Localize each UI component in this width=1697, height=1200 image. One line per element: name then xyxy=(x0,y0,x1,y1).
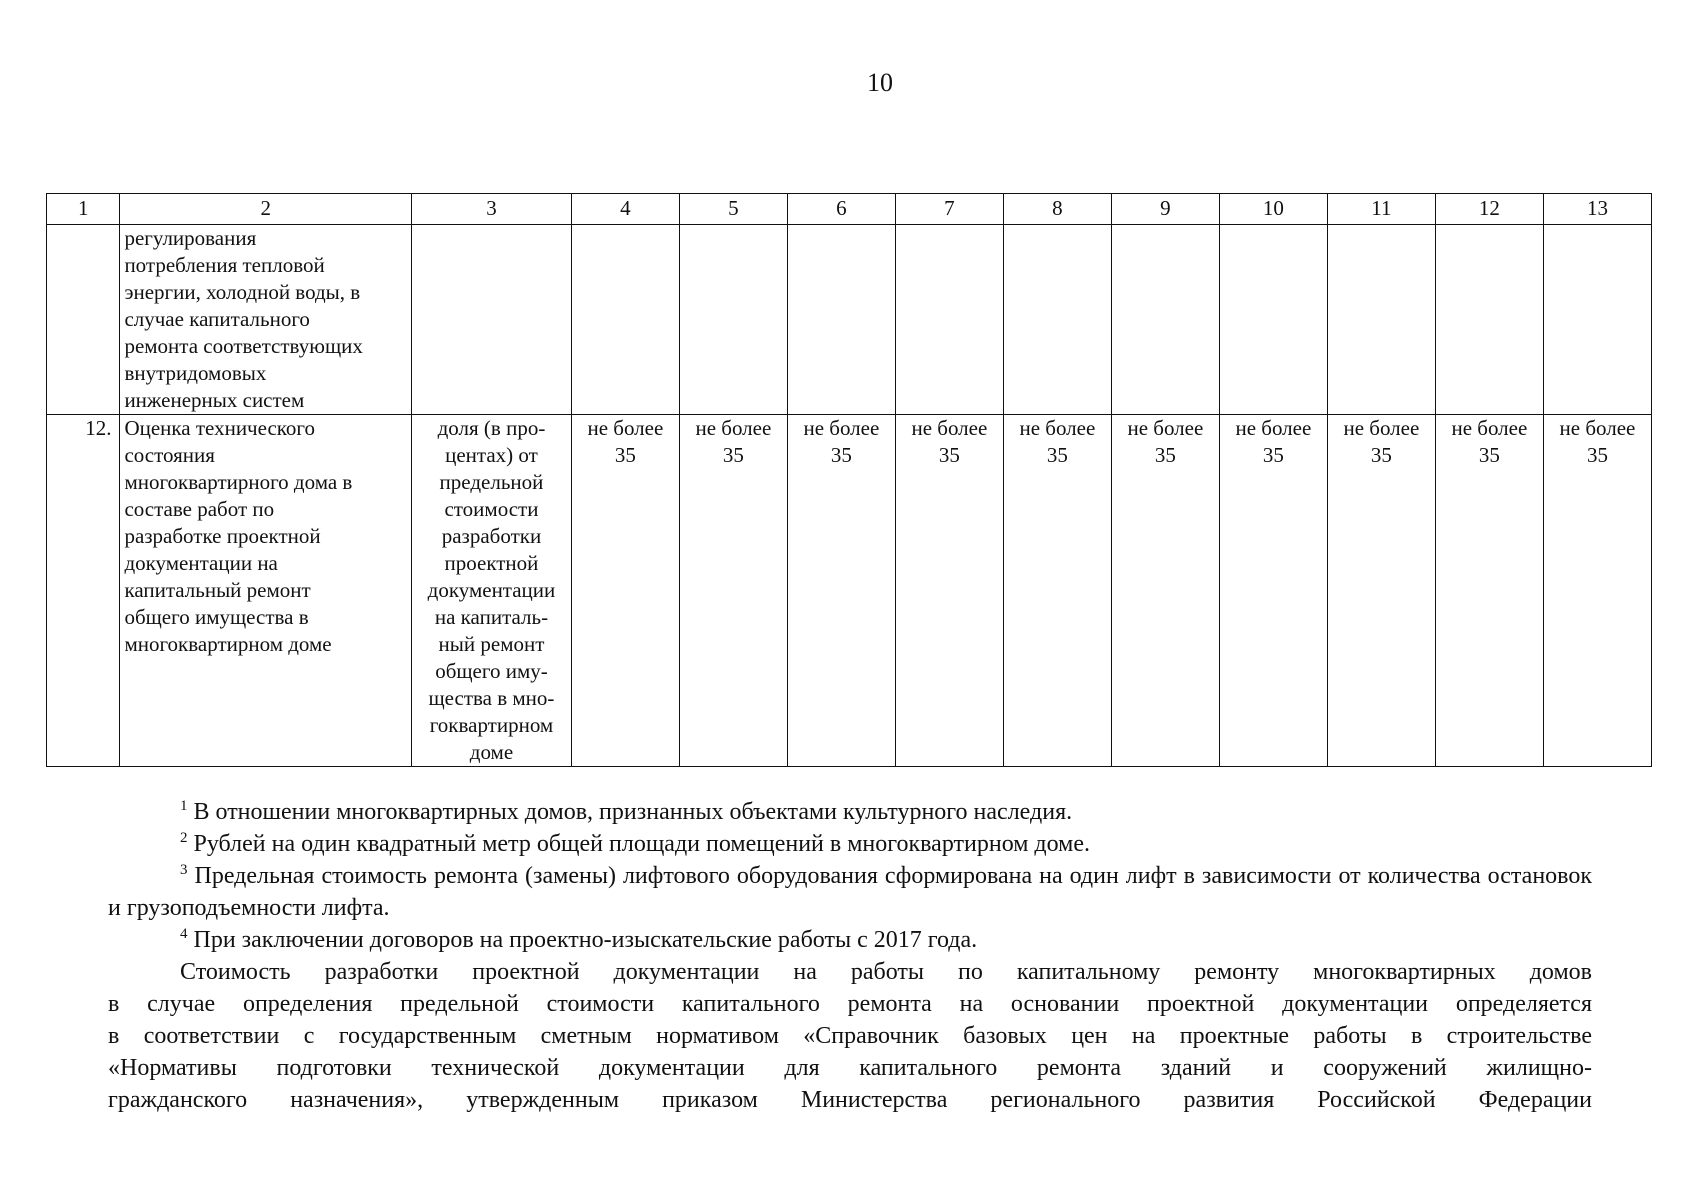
text-line: ный ремонт xyxy=(438,632,545,656)
text-line: многоквартирном доме xyxy=(124,632,332,656)
body-paragraph xyxy=(108,956,1592,1116)
footnote-text: Предельная стоимость ремонта (замены) лифтового оборудования сформирована на один лифт в зависимости от количества остановок и грузоподъемности лифта. xyxy=(108,863,1593,921)
value-number: 35 xyxy=(1154,443,1176,467)
footnote-text: При заключении договоров на проектно-изыскательские работы с 2017 года. xyxy=(193,927,978,953)
row-number-cell xyxy=(47,225,120,415)
value-cell xyxy=(571,225,679,415)
text-line: центах) от xyxy=(445,443,538,467)
header-cell: 5 xyxy=(679,194,787,225)
value-cell-4 xyxy=(571,415,679,767)
text-line: случае капитального xyxy=(124,307,310,331)
value-label: не более xyxy=(587,416,664,440)
value-cell xyxy=(1435,225,1543,415)
value-label: не более xyxy=(1343,416,1420,440)
value-label: не более xyxy=(1235,416,1312,440)
value-number: 35 xyxy=(1262,443,1284,467)
paragraph-line: Стоимость разработки проектной документации на работы по капитальному ремонту многоквартирных домов xyxy=(180,959,1592,985)
text-line: потребления тепловой xyxy=(124,253,325,277)
header-cell: 12 xyxy=(1435,194,1543,225)
text-line: инженерных систем xyxy=(124,388,305,412)
work-description-cell xyxy=(120,415,412,767)
header-cell: 11 xyxy=(1327,194,1435,225)
text-line: доля (в про- xyxy=(437,416,546,440)
text-line: многоквартирного дома в xyxy=(124,470,353,494)
footnote-mark: 3 xyxy=(180,862,188,878)
value-cell-7 xyxy=(895,415,1003,767)
value-cell-8 xyxy=(1003,415,1111,767)
text-line: общего имущества в xyxy=(124,605,309,629)
cost-table xyxy=(46,193,1652,767)
text-line: ремонта соответствующих xyxy=(124,334,363,358)
footnote-3 xyxy=(108,860,1592,924)
text-line: проектной xyxy=(444,551,539,575)
value-label: не более xyxy=(1451,416,1528,440)
page-number: 10 xyxy=(867,68,893,97)
header-cell: 1 xyxy=(47,194,120,225)
value-label: не более xyxy=(911,416,988,440)
value-cell xyxy=(1327,225,1435,415)
text-line: внутридомовых xyxy=(124,361,267,385)
value-number: 35 xyxy=(938,443,960,467)
unit-cell xyxy=(412,225,572,415)
value-label: не более xyxy=(1127,416,1204,440)
paragraph-line: гражданского назначения», утвержденным приказом Министерства регионального развития Российской Федерации xyxy=(108,1087,1592,1113)
footnote-mark: 4 xyxy=(180,926,188,942)
value-cell xyxy=(1543,225,1651,415)
value-cell xyxy=(1219,225,1327,415)
value-number: 35 xyxy=(1046,443,1068,467)
text-line: предельной xyxy=(439,470,544,494)
value-cell xyxy=(1003,225,1111,415)
header-cell: 2 xyxy=(120,194,412,225)
text-line: документации на xyxy=(124,551,278,575)
text-line: Оценка технического xyxy=(124,416,316,440)
text-line: на капиталь- xyxy=(434,605,549,629)
footnote-mark: 2 xyxy=(180,830,188,846)
footnote-mark: 1 xyxy=(180,798,188,814)
value-label: не более xyxy=(695,416,772,440)
value-cell xyxy=(895,225,1003,415)
text-line: щества в мно- xyxy=(428,686,555,710)
value-cell-11 xyxy=(1327,415,1435,767)
header-cell: 6 xyxy=(787,194,895,225)
value-number: 35 xyxy=(722,443,744,467)
header-cell: 10 xyxy=(1219,194,1327,225)
value-cell-12 xyxy=(1435,415,1543,767)
value-number: 35 xyxy=(1586,443,1608,467)
value-number: 35 xyxy=(1478,443,1500,467)
text-line: энергии, холодной воды, в xyxy=(124,280,361,304)
value-label: не более xyxy=(1559,416,1636,440)
value-cell xyxy=(787,225,895,415)
value-number: 35 xyxy=(614,443,636,467)
table-header-row xyxy=(47,194,1652,225)
paragraph-line: в соответствии с государственным сметным нормативом «Справочник базовых цен на проектные работы в строительстве xyxy=(108,1023,1592,1049)
footnote-1 xyxy=(108,796,1592,828)
header-cell: 9 xyxy=(1111,194,1219,225)
footnote-text: В отношении многоквартирных домов, признанных объектами культурного наследия. xyxy=(193,799,1073,825)
text-line: регулирования xyxy=(124,226,257,250)
header-cell: 3 xyxy=(412,194,572,225)
text-line: разработки xyxy=(441,524,542,548)
work-description-cell xyxy=(120,225,412,415)
header-cell: 7 xyxy=(895,194,1003,225)
value-cell xyxy=(679,225,787,415)
value-cell-13 xyxy=(1543,415,1651,767)
value-cell xyxy=(1111,225,1219,415)
value-cell-10 xyxy=(1219,415,1327,767)
value-cell-9 xyxy=(1111,415,1219,767)
value-number: 35 xyxy=(830,443,852,467)
text-line: составе работ по xyxy=(124,497,275,521)
text-line: документации xyxy=(427,578,556,602)
paragraph-line: в случае определения предельной стоимости капитального ремонта на основании проектной документации определяется xyxy=(108,991,1592,1017)
value-label: не более xyxy=(803,416,880,440)
value-number: 35 xyxy=(1370,443,1392,467)
footnotes-section xyxy=(108,796,1592,1116)
text-line: разработке проектной xyxy=(124,524,321,548)
value-cell-5 xyxy=(679,415,787,767)
footnote-2 xyxy=(108,828,1592,860)
row-number-cell: 12. xyxy=(47,415,120,767)
header-cell: 4 xyxy=(571,194,679,225)
text-line: доме xyxy=(469,740,514,764)
footnote-4 xyxy=(108,924,1592,956)
text-line: стоимости xyxy=(444,497,539,521)
table-row-continuation xyxy=(47,225,1652,415)
footnote-text: Рублей на один квадратный метр общей площади помещений в многоквартирном доме. xyxy=(193,831,1091,857)
text-line: капитальный ремонт xyxy=(124,578,311,602)
text-line: гоквартирном xyxy=(429,713,554,737)
table-row-12 xyxy=(47,415,1652,767)
unit-cell xyxy=(412,415,572,767)
paragraph-line: «Нормативы подготовки технической документации для капитального ремонта зданий и сооружений жилищно- xyxy=(108,1055,1592,1081)
value-cell-6 xyxy=(787,415,895,767)
text-line: общего иму- xyxy=(435,659,548,683)
value-label: не более xyxy=(1019,416,1096,440)
header-cell: 13 xyxy=(1543,194,1651,225)
text-line: состояния xyxy=(124,443,215,467)
header-cell: 8 xyxy=(1003,194,1111,225)
